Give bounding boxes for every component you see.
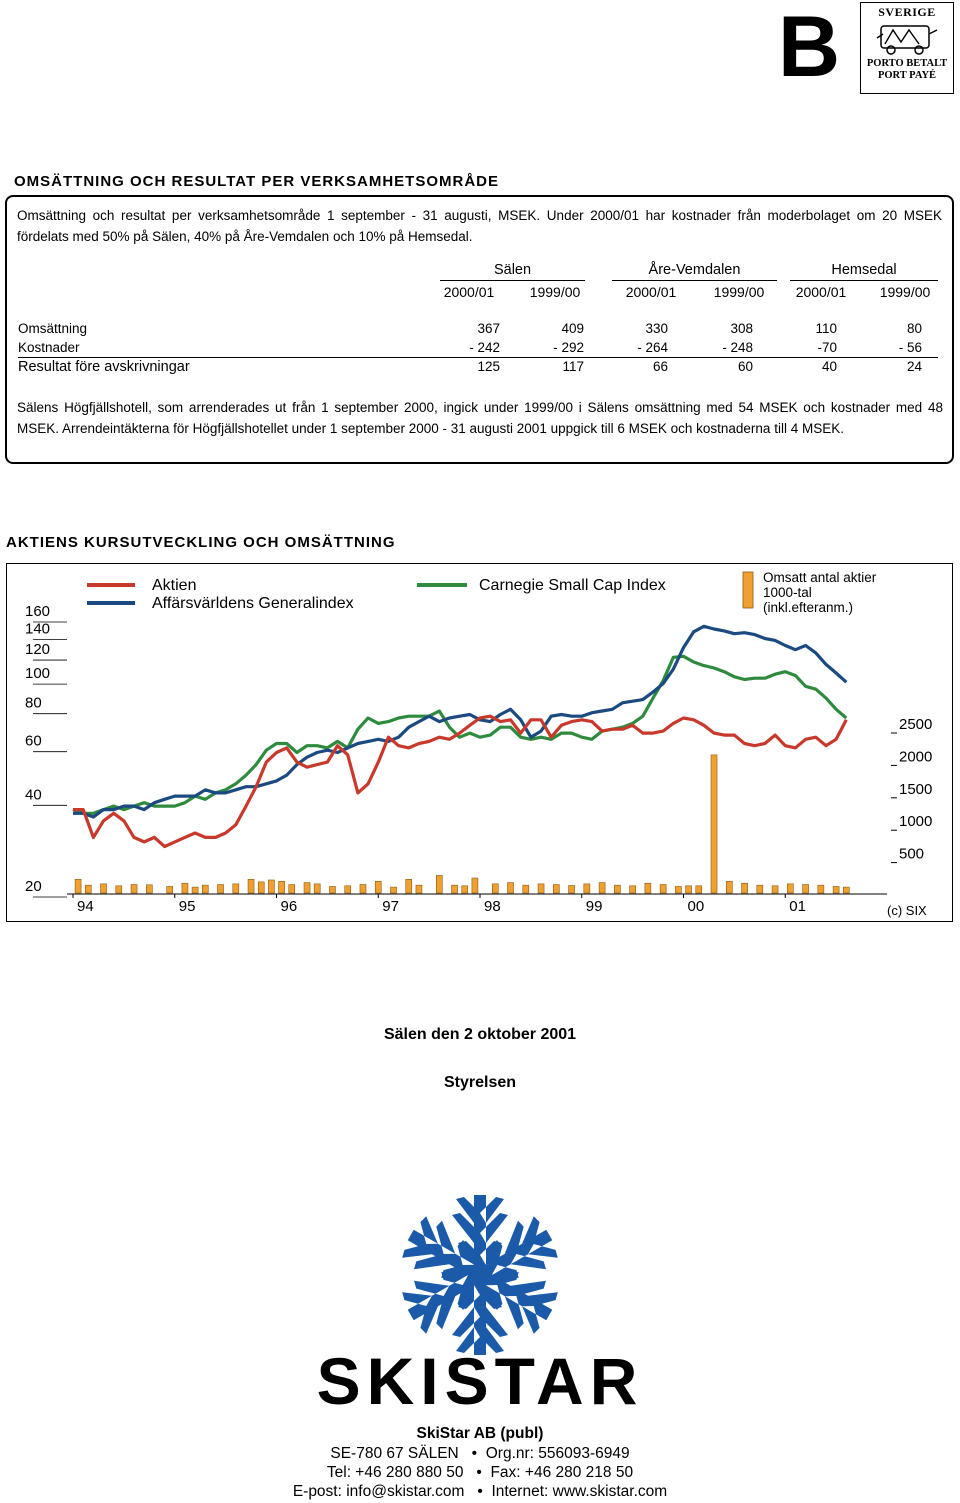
x-tick-label: 96 [280,898,298,915]
y-tick-label: 20 [25,878,42,895]
org-number: Org.nr: 556093-6949 [485,1445,630,1462]
y2-tick-label: 1000 [899,813,933,831]
cell: 308 [730,321,753,336]
volume-bar [742,883,748,893]
cell: 409 [561,321,584,336]
volume-bar [462,886,468,893]
share-chart-frame [6,563,953,922]
volume-bar [645,883,651,893]
fax: Fax: +46 280 218 50 [490,1464,634,1481]
cell: -70 [817,340,837,355]
section-title-share: AKTIENS KURSUTVECKLING OCH OMSÄTTNING [6,534,396,551]
contact-line-web [0,1483,960,1501]
group-underline [440,280,585,281]
bullet-icon: • [476,1464,482,1481]
volume-bar [523,885,529,893]
y2-tick-label: 2000 [899,748,933,766]
volume-bar [75,879,81,893]
y-tick-label: 100 [25,665,51,683]
volume-bar [508,883,514,893]
cell: 117 [562,359,584,374]
volume-bar [833,886,839,893]
row-label-result: Resultat före avskrivningar [18,359,190,375]
email-link[interactable]: E-post: info@skistar.com [292,1483,465,1500]
volume-bar [675,886,681,893]
period-header: 1999/00 [879,284,931,300]
cell: - 242 [469,340,500,355]
company-name: SkiStar AB (publ) [416,1425,544,1442]
y2-tick-label: 500 [899,845,925,863]
row-label-costs: Kostnader [18,340,80,355]
x-tick-label: 94 [77,898,94,915]
revenue-intro: Omsättning och resultat per verksamhetsområde 1 september - 31 augusti, MSEK. Under 2000/01 har kostnader från moderbolaget om 20 MSEK fördelats med 50% på Sälen, 40% på Åre-Vemdalen och 10% på Hemsedal. [17,208,942,244]
y-tick-label: 40 [25,786,42,804]
series-line-generalindex [73,626,846,817]
cell: 66 [652,359,668,374]
volume-bar [279,881,285,893]
contact-line-address [0,1445,960,1463]
posthorn-truck-icon [875,22,939,58]
cell: 80 [906,321,922,336]
volume-bar [757,885,763,893]
cell: - 248 [722,340,753,355]
cell: 60 [737,359,753,374]
x-tick-label: 00 [687,898,705,915]
section-title-revenue: OMSÄTTNING OCH RESULTAT PER VERKSAMHETSOMRÅDE [14,173,500,190]
y-tick-label: 60 [25,732,42,750]
snowflake-icon [397,1195,564,1355]
volume-bar [584,884,590,893]
volume-bar [375,881,381,893]
legend-label-volume: 1000-tal [763,585,812,600]
table-rule [18,357,938,358]
cell: 367 [477,321,500,336]
legend-swatch-volume [743,572,753,608]
legend-label-carnegie: Carnegie Small Cap Index [479,577,666,594]
period-header: 1999/00 [529,284,581,300]
volume-bar [131,885,137,893]
cell: - 292 [553,340,584,355]
group-underline [790,280,938,281]
contact-line-phone [0,1464,960,1482]
share-chart [7,564,952,921]
volume-bar [614,885,620,893]
y-tick-label: 80 [25,694,42,712]
phone: Tel: +46 280 880 50 [326,1464,464,1481]
group-header-hemsedal: Hemsedal [831,262,897,278]
stamp-line1: PORTO BETALT [866,58,948,69]
volume-bar [599,883,605,893]
volume-bar [538,884,544,893]
volume-bar [289,885,295,893]
place-date: Sälen den 2 oktober 2001 [383,1026,577,1043]
volume-bar [492,884,498,893]
bullet-icon: • [471,1445,478,1462]
volume-bar [416,885,422,893]
group-header-salen: Sälen [493,262,532,278]
period-header: 1999/00 [713,284,765,300]
address: SE-780 67 SÄLEN [330,1445,459,1462]
volume-bar [726,881,732,893]
volume-bar [233,884,239,893]
x-tick-label: 97 [382,898,399,915]
volume-bar [192,887,198,893]
volume-bar [345,886,351,893]
legend-label-generalindex: Affärsvärldens Generalindex [152,595,354,612]
logo-wordmark: SKISTAR [316,1344,644,1418]
period-header: 2000/01 [443,284,495,300]
volume-bar [85,885,91,893]
x-tick-label: 98 [484,898,501,915]
volume-bar [258,882,264,893]
volume-bar [202,885,208,893]
website-link[interactable]: Internet: www.skistar.com [491,1483,668,1500]
volume-bar [329,886,335,893]
volume-bar [569,885,575,893]
copyright-label: (c) SIX [887,903,927,918]
volume-bar [218,885,224,893]
cell: 330 [645,321,668,336]
legend-label-aktien: Aktien [152,577,197,594]
y-tick-label: 140 [25,620,51,638]
y-tick-label: 120 [25,641,51,659]
stamp-country: SVERIGE [878,5,936,19]
volume-bar [660,885,666,893]
mailing-letter: B [778,0,841,95]
volume-bar [360,885,366,893]
volume-bar [803,885,809,893]
volume-bar [268,880,274,893]
volume-bar [116,886,122,893]
volume-bar [248,879,254,893]
group-underline [612,280,777,281]
hotel-note: Sälens Högfjällshotell, som arrenderades ut från 1 september 2000, ingick under 1999/00 i Sälens omsättning med 54 MSEK och kostnader med 48 MSEK. Arrendeintäkterna för Högfjällshotellet under 1 september 2000 - 31 augusti 2001 uppgick till 6 MSEK och kostnaderna till 4 MSEK. [17,400,943,436]
volume-bar [146,885,152,893]
period-header: 2000/01 [795,284,847,300]
period-header: 2000/01 [625,284,677,300]
volume-bar [167,886,173,893]
volume-bar [101,884,107,893]
cell: 125 [477,359,500,374]
x-tick-label: 01 [789,898,806,915]
volume-bar [314,884,320,893]
group-header-are-vemdalen: Åre-Vemdalen [648,262,741,278]
postage-stamp [860,2,954,94]
volume-bar [630,886,636,893]
y2-tick-label: 2500 [899,716,933,733]
cell: - 264 [637,340,668,355]
volume-bar [843,887,849,893]
legend-label-volume: (inkl.efteranm.) [763,600,854,615]
volume-bar [436,875,442,893]
volume-bar [686,886,692,893]
y2-tick-label: 1500 [899,780,933,798]
volume-bar [391,887,397,893]
volume-bar [772,886,778,893]
y-tick-label: 160 [25,603,51,620]
volume-bar [818,885,824,893]
volume-bar [182,883,188,893]
cell: - 56 [898,340,922,355]
row-label-revenue: Omsättning [18,321,88,336]
volume-bar [406,879,412,893]
cell: 110 [815,321,837,336]
bullet-icon: • [477,1483,483,1500]
volume-bar [711,755,717,893]
x-tick-label: 99 [585,898,603,915]
volume-bar [472,878,478,893]
x-tick-label: 95 [178,898,196,915]
volume-bar [787,884,793,893]
volume-bar [304,883,310,893]
volume-bar [553,885,559,893]
cell: 24 [906,359,922,374]
volume-bar [696,886,702,893]
skistar-logo [300,1180,660,1420]
stamp-line2: PORT PAYÉ [877,70,937,81]
cell: 40 [821,359,837,374]
volume-bar [452,885,458,893]
signature-board: Styrelsen [443,1074,517,1091]
legend-label-volume: Omsatt antal aktier [763,570,877,585]
